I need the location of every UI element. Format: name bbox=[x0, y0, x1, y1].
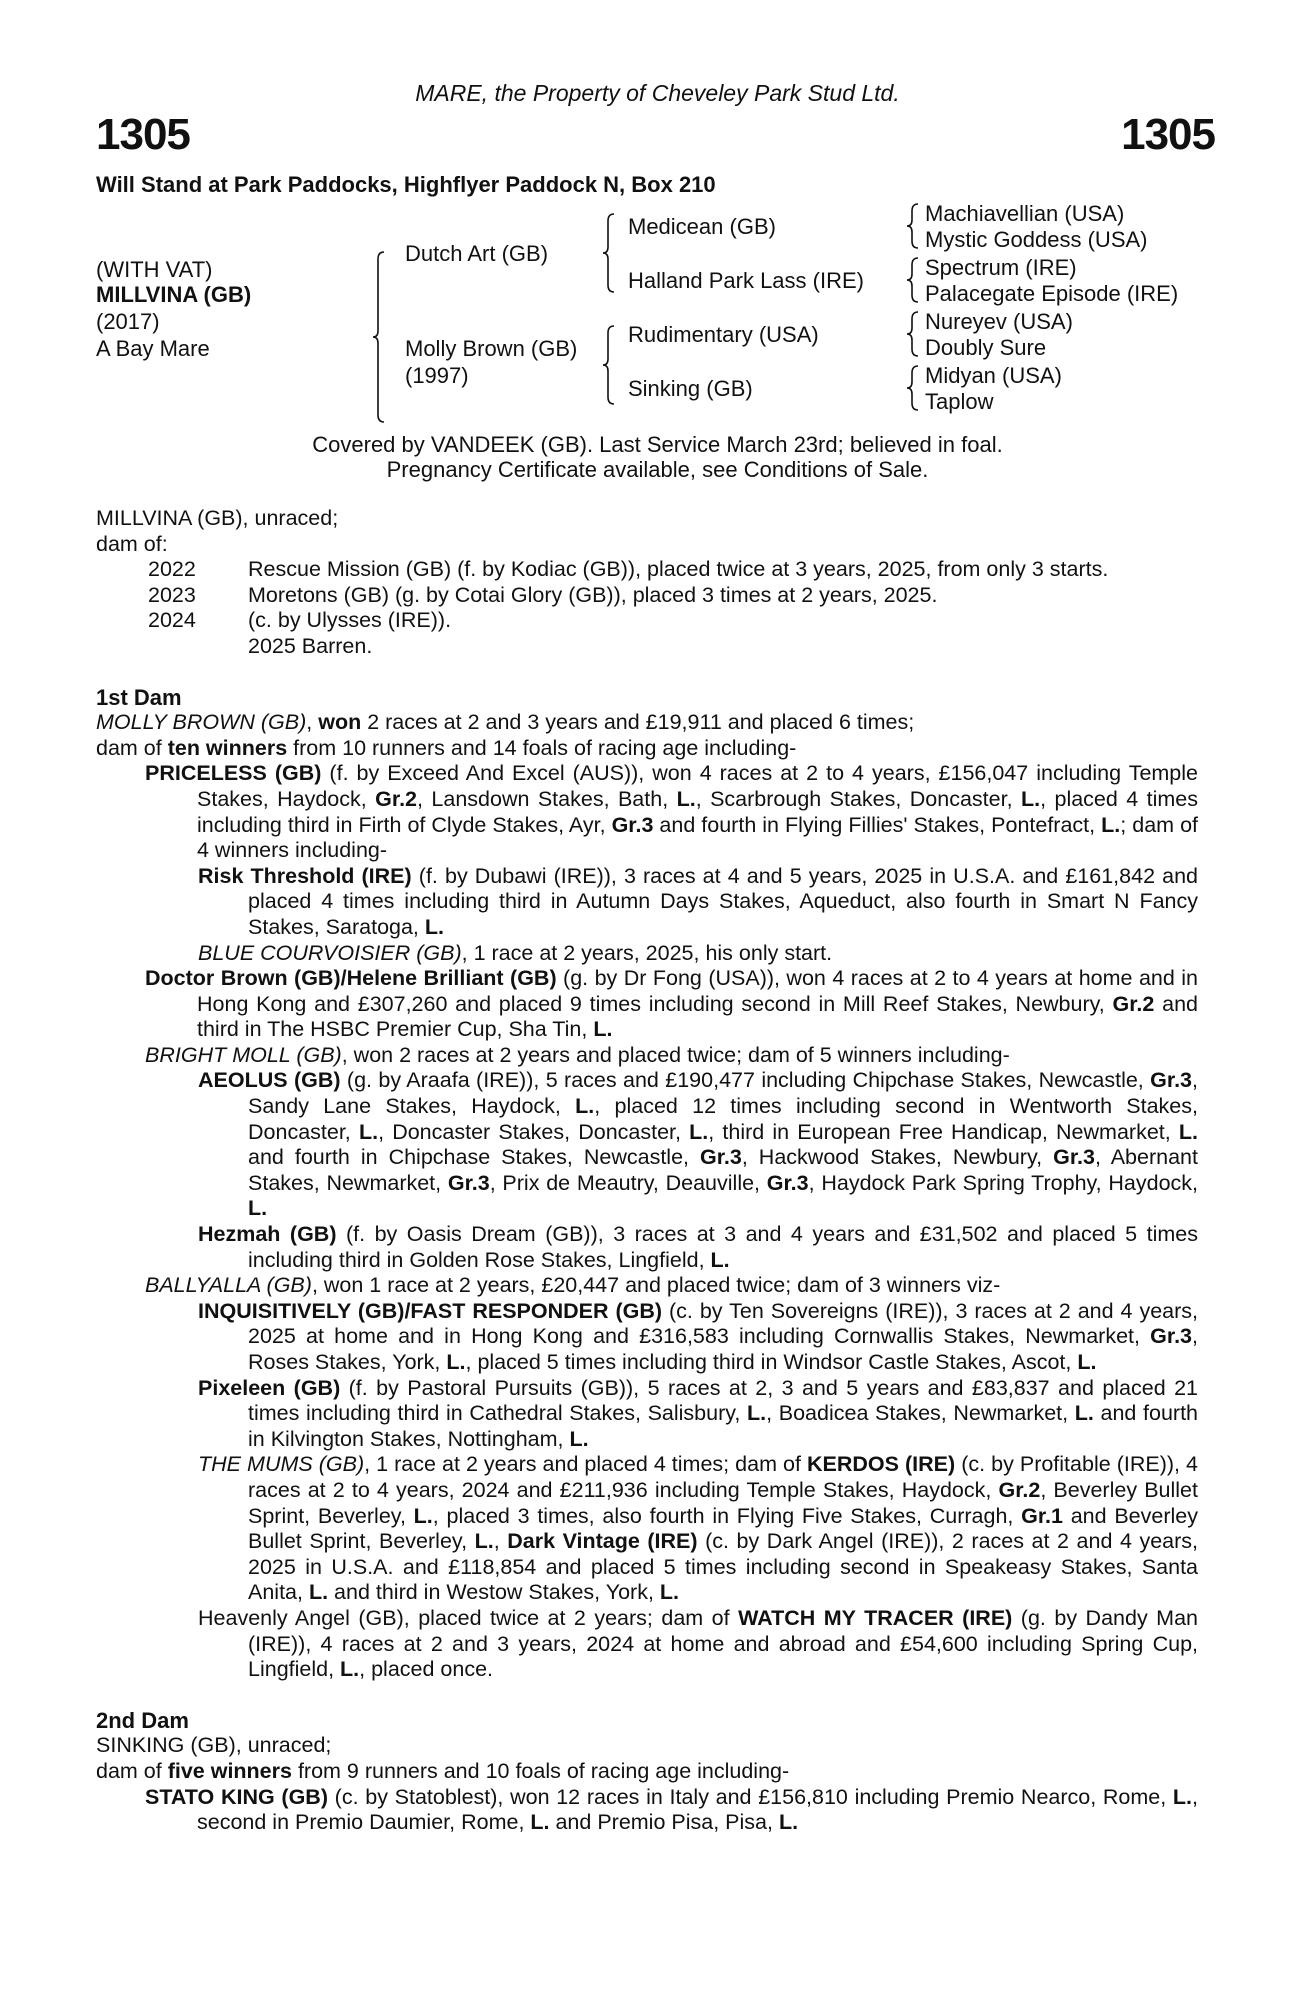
entry-text: , bbox=[306, 710, 319, 735]
stand-location: Will Stand at Park Paddocks, Highflyer Paddock N, Box 210 bbox=[96, 172, 716, 197]
pedigree-entry bbox=[96, 1043, 1198, 1069]
property-line: MARE, the Property of Cheveley Park Stud Ltd. bbox=[415, 80, 900, 106]
pedigree-entry bbox=[96, 1376, 1198, 1453]
bold-text: L. bbox=[424, 914, 444, 939]
entry-text: Heavenly Angel (GB), placed twice at 2 years; dam of bbox=[198, 1605, 739, 1630]
entry-text: (c. by Dark Angel (IRE)), 2 races at 2 and 4 years, 2025 in U.S.A. and £118,854 and placed 5 times including second in Speakeasy Stakes, Santa Anita, bbox=[248, 1529, 1198, 1605]
bold-text: L. bbox=[569, 1426, 589, 1451]
bold-text: L. bbox=[1077, 1350, 1097, 1374]
ancestor-g3: Midyan (USA) bbox=[925, 363, 1062, 388]
dam-year: (1997) bbox=[405, 363, 469, 388]
entry-text: , second in Premio Daumier, Rome, bbox=[197, 1784, 1198, 1835]
bold-text: Doctor Brown (GB)/Helene Brilliant (GB) bbox=[145, 966, 557, 991]
bold-text: L. bbox=[1178, 1119, 1198, 1144]
bold-text: Gr.3 bbox=[611, 812, 654, 837]
pedigree-entry bbox=[96, 1759, 1198, 1785]
pedigree-entry bbox=[96, 1068, 1198, 1222]
produce-item bbox=[96, 557, 1198, 583]
pedigree-entry bbox=[96, 864, 1198, 941]
bold-text: Risk Threshold (IRE) bbox=[198, 863, 412, 888]
bold-text: INQUISITIVELY (GB)/FAST RESPONDER (GB) bbox=[198, 1298, 663, 1323]
pedigree-entry bbox=[96, 1785, 1198, 1836]
entry-text: (f. by Dubawi (IRE)), 3 races at 4 and 5 years, 2025 in U.S.A. and £161,842 and placed 4 times including third in Autumn Days Stakes, Aqueduct, also fourth in Smart N Fancy Stakes, Saratoga, bbox=[248, 863, 1198, 939]
bold-text: L. bbox=[358, 1119, 379, 1144]
bold-text: L. bbox=[593, 1017, 613, 1042]
bold-text: Gr.3 bbox=[1053, 1145, 1095, 1170]
bold-text: Dark Vintage (IRE) bbox=[507, 1529, 698, 1554]
entry-text: and third in The HSBC Premier Cup, Sha Tin, bbox=[197, 991, 1198, 1042]
brace bbox=[907, 366, 918, 410]
entry-text: and Premio Pisa, Pisa, bbox=[549, 1810, 779, 1835]
bold-text: Pixeleen (GB) bbox=[198, 1375, 341, 1400]
pedigree-entry bbox=[96, 1733, 1198, 1759]
entry-text: , Sandy Lane Stakes, Haydock, bbox=[248, 1068, 1198, 1119]
bold-text: L. bbox=[676, 786, 696, 811]
first-dam-section bbox=[96, 710, 1198, 1683]
sire-sire: Medicean (GB) bbox=[628, 214, 776, 239]
produce-list bbox=[96, 557, 1198, 659]
produce-text: (c. by Ulysses (IRE)). bbox=[248, 608, 452, 633]
bold-text: Gr.3 bbox=[1150, 1324, 1193, 1349]
bold-text: L. bbox=[778, 1810, 799, 1835]
bold-text: PRICELESS (GB) bbox=[145, 761, 322, 786]
produce-year bbox=[148, 634, 248, 660]
entry-text: (f. by Exceed And Excel (AUS)), won 4 races at 2 to 4 years, £156,047 including Temple Stakes, Haydock, bbox=[197, 761, 1198, 811]
italic-text: MOLLY BROWN (GB) bbox=[96, 710, 307, 735]
bold-text: STATO KING (GB) bbox=[145, 1784, 328, 1809]
entry-text: , won 1 race at 2 years, £20,447 and placed twice; dam of 3 winners viz- bbox=[311, 1273, 1001, 1298]
entry-text: (g. by Dandy Man (IRE)), 4 races at 2 and 3 years, 2024 at home and abroad and £54,600 including Spring Cup, Lingfield, bbox=[248, 1605, 1198, 1682]
pedigree-entry bbox=[96, 1273, 1198, 1299]
ancestor-g3: Nureyev (USA) bbox=[925, 309, 1073, 334]
pedigree-entry bbox=[96, 1452, 1198, 1606]
entry-text: , Roses Stakes, York, bbox=[248, 1324, 1198, 1374]
brace bbox=[907, 312, 918, 356]
entry-text: , Doncaster Stakes, Doncaster, bbox=[378, 1119, 690, 1144]
entry-text: , Lansdown Stakes, Bath, bbox=[417, 786, 677, 811]
bold-text: five winners bbox=[167, 1758, 292, 1783]
produce-text: Rescue Mission (GB) (f. by Kodiac (GB)), placed twice at 3 years, 2025, from only 3 starts. bbox=[248, 557, 1109, 582]
bold-text: L. bbox=[446, 1350, 466, 1374]
entry-text: , Scarbrough Stakes, Doncaster, bbox=[695, 786, 1021, 811]
produce-item bbox=[96, 634, 1198, 660]
entry-text: , Hackwood Stakes, Newbury, bbox=[741, 1145, 1054, 1170]
entry-text: (c. by Statoblest), won 12 races in Italy and £156,810 including Premio Nearco, Rome, bbox=[327, 1784, 1173, 1809]
bold-text: L. bbox=[575, 1094, 595, 1119]
bold-text: L. bbox=[1172, 1784, 1193, 1809]
produce-year: 2022 bbox=[148, 557, 196, 582]
bold-text: L. bbox=[248, 1196, 268, 1221]
bold-text: Gr.3 bbox=[700, 1145, 742, 1170]
brace bbox=[907, 204, 918, 248]
bold-text: L. bbox=[1020, 786, 1041, 811]
entry-text: , bbox=[493, 1529, 508, 1554]
pedigree-entry bbox=[96, 710, 1198, 736]
entry-text: , Beverley Bullet Sprint, Beverley, bbox=[248, 1477, 1198, 1528]
ancestor-g3: Spectrum (IRE) bbox=[925, 255, 1077, 280]
bold-text: L. bbox=[710, 1247, 730, 1272]
entry-text: (f. by Pastoral Pursuits (GB)), 5 races at 2, 3 and 5 years and £83,837 and placed 21 times including third in Cathedral Stakes, Salisbury, bbox=[248, 1375, 1198, 1426]
lot-number-left: 1305 bbox=[96, 110, 190, 159]
horse-name: MILLVINA (GB) bbox=[96, 282, 252, 307]
bold-text: won bbox=[318, 710, 362, 735]
produce-text: 2025 Barren. bbox=[248, 633, 373, 658]
second-dam-section bbox=[96, 1733, 1198, 1835]
bold-text: L. bbox=[474, 1529, 494, 1554]
entry-text: , 1 race at 2 years, 2025, his only start. bbox=[461, 940, 833, 965]
italic-text: BLUE COURVOISIER (GB) bbox=[198, 940, 462, 965]
entry-text: from 9 runners and 10 foals of racing age including- bbox=[291, 1758, 790, 1783]
entry-text: (f. by Oasis Dream (GB)), 3 races at 3 and 4 years and £31,502 and placed 5 times including third in Golden Rose Stakes, Lingfield, bbox=[248, 1222, 1198, 1272]
ancestor-g3: Palacegate Episode (IRE) bbox=[925, 281, 1179, 306]
bold-text: L. bbox=[413, 1503, 433, 1528]
entry-text: , placed once. bbox=[359, 1657, 494, 1682]
bold-text: Gr.3 bbox=[447, 1170, 490, 1195]
entry-text: , Boadicea Stakes, Newmarket, bbox=[766, 1401, 1075, 1426]
pedigree-entry bbox=[96, 736, 1198, 762]
pedigree-entry bbox=[96, 761, 1198, 863]
ancestor-g3: Machiavellian (USA) bbox=[925, 201, 1125, 226]
entry-text: SINKING (GB), unraced; bbox=[96, 1733, 332, 1758]
dam: Molly Brown (GB) bbox=[405, 336, 578, 361]
bold-text: Gr.1 bbox=[1021, 1503, 1063, 1528]
entry-text: , 1 race at 2 years and placed 4 times; dam of bbox=[364, 1452, 807, 1477]
sire: Dutch Art (GB) bbox=[405, 241, 549, 266]
pregnancy-certificate-line: Pregnancy Certificate available, see Conditions of Sale. bbox=[386, 457, 929, 482]
italic-text: BRIGHT MOLL (GB) bbox=[145, 1042, 342, 1067]
brace bbox=[603, 214, 614, 292]
produce-text: Moretons (GB) (g. by Cotai Glory (GB)), placed 3 times at 2 years, 2025. bbox=[248, 582, 938, 607]
catalogue-body bbox=[96, 506, 1198, 1836]
entry-text: , third in European Free Handicap, Newmarket, bbox=[708, 1119, 1179, 1144]
bold-text: Hezmah (GB) bbox=[198, 1222, 337, 1247]
sire-dam: Halland Park Lass (IRE) bbox=[628, 268, 864, 293]
lot-number-right: 1305 bbox=[1121, 110, 1215, 159]
horse-description: A Bay Mare bbox=[96, 336, 210, 361]
ancestor-g3: Mystic Goddess (USA) bbox=[925, 227, 1148, 252]
entry-text: and third in Westow Stakes, York, bbox=[328, 1580, 660, 1605]
bold-text: KERDOS (IRE) bbox=[806, 1452, 956, 1477]
bold-text: ten winners bbox=[167, 735, 288, 760]
bold-text: L. bbox=[530, 1810, 550, 1835]
entry-text: (c. by Profitable (IRE)), 4 races at 2 to 4 years, 2024 and £211,936 including Temple Stakes, Haydock, bbox=[248, 1452, 1198, 1502]
ancestor-g3: Doubly Sure bbox=[925, 335, 1047, 360]
covered-line: Covered by VANDEEK (GB). Last Service March 23rd; believed in foal. bbox=[312, 432, 1003, 457]
bold-text: L. bbox=[747, 1401, 767, 1426]
bold-text: Gr.2 bbox=[998, 1477, 1041, 1502]
entry-text: and Beverley Bullet Sprint, Beverley, bbox=[248, 1503, 1198, 1554]
pedigree-entry bbox=[96, 1222, 1198, 1273]
brace bbox=[907, 258, 918, 302]
bold-text: L. bbox=[1101, 812, 1121, 837]
entry-text: , Haydock Park Spring Trophy, Haydock, bbox=[808, 1170, 1199, 1195]
entry-text: , placed 3 times, also fourth in Flying Five Stakes, Curragh, bbox=[432, 1503, 1022, 1528]
entry-text: , placed 4 times including third in Firth of Clyde Stakes, Ayr, bbox=[197, 786, 1199, 837]
bold-text: L. bbox=[340, 1657, 360, 1682]
bold-text: L. bbox=[1074, 1401, 1094, 1426]
entry-text: ; dam of 4 winners including- bbox=[197, 812, 1198, 863]
bold-text: Gr.2 bbox=[375, 786, 418, 811]
entry-text: , Prix de Meautry, Deauville, bbox=[489, 1170, 767, 1195]
entry-text: (g. by Dr Fong (USA)), won 4 races at 2 to 4 years at home and in Hong Kong and £307,260 and placed 9 times including second in Mill Reef Stakes, Newbury, bbox=[197, 966, 1198, 1016]
italic-text: THE MUMS (GB) bbox=[198, 1452, 365, 1477]
entry-text: (c. by Ten Sovereigns (IRE)), 3 races at 2 and 4 years, 2025 at home and in Hong Kong and £316,583 including Cornwallis Stakes, Newmarket, bbox=[248, 1298, 1198, 1349]
ancestor-g3: Taplow bbox=[925, 389, 994, 414]
entry-text: dam of bbox=[96, 1758, 168, 1783]
bold-text: AEOLUS (GB) bbox=[198, 1068, 341, 1093]
dam-sire: Rudimentary (USA) bbox=[628, 322, 819, 347]
brace bbox=[603, 326, 614, 404]
produce-year: 2024 bbox=[148, 608, 196, 633]
dam-dam: Sinking (GB) bbox=[628, 376, 753, 401]
horse-year: (2017) bbox=[96, 309, 160, 334]
bold-text: WATCH MY TRACER (IRE) bbox=[738, 1605, 1013, 1630]
entry-text: 2 races at 2 and 3 years and £19,911 and placed 6 times; bbox=[361, 710, 915, 735]
bold-text: L. bbox=[308, 1580, 329, 1605]
italic-text: BALLYALLA (GB) bbox=[145, 1273, 312, 1298]
entry-text: and fourth in Flying Fillies' Stakes, Pontefract, bbox=[653, 812, 1102, 837]
bold-text: L. bbox=[659, 1580, 680, 1605]
produce-year: 2023 bbox=[148, 582, 196, 607]
bold-text: L. bbox=[689, 1119, 709, 1144]
brace bbox=[373, 252, 384, 422]
entry-text: , Abernant Stakes, Newmarket, bbox=[248, 1145, 1198, 1195]
bold-text: Gr.3 bbox=[766, 1170, 809, 1195]
pedigree-entry bbox=[96, 1299, 1198, 1376]
produce-intro: MILLVINA (GB), unraced; bbox=[96, 506, 339, 530]
pedigree-entry bbox=[96, 941, 1198, 967]
vat-note: (WITH VAT) bbox=[96, 257, 213, 282]
entry-text: dam of bbox=[96, 735, 168, 760]
pedigree-entry bbox=[96, 966, 1198, 1043]
first-dam-heading: 1st Dam bbox=[96, 684, 182, 710]
entry-text: , placed 12 times including second in Wentworth Stakes, Doncaster, bbox=[248, 1094, 1198, 1144]
entry-text: and fourth in Chipchase Stakes, Newcastle, bbox=[248, 1145, 700, 1170]
second-dam-heading: 2nd Dam bbox=[96, 1707, 189, 1733]
dam-of-label: dam of: bbox=[96, 531, 168, 556]
entry-text: , placed 5 times including third in Windsor Castle Stakes, Ascot, bbox=[465, 1350, 1078, 1374]
produce-item bbox=[96, 608, 1198, 634]
entry-text: and fourth in Kilvington Stakes, Nottingham, bbox=[248, 1401, 1198, 1451]
pedigree-entry bbox=[96, 1606, 1198, 1683]
produce-item bbox=[96, 583, 1198, 609]
bold-text: Gr.2 bbox=[1112, 991, 1155, 1016]
bold-text: Gr.3 bbox=[1150, 1068, 1193, 1093]
entry-text: (g. by Araafa (IRE)), 5 races and £190,477 including Chipchase Stakes, Newcastle, bbox=[340, 1068, 1151, 1093]
entry-text: , won 2 races at 2 years and placed twice; dam of 5 winners including- bbox=[341, 1042, 1010, 1067]
entry-text: from 10 runners and 14 foals of racing age including- bbox=[287, 735, 797, 760]
